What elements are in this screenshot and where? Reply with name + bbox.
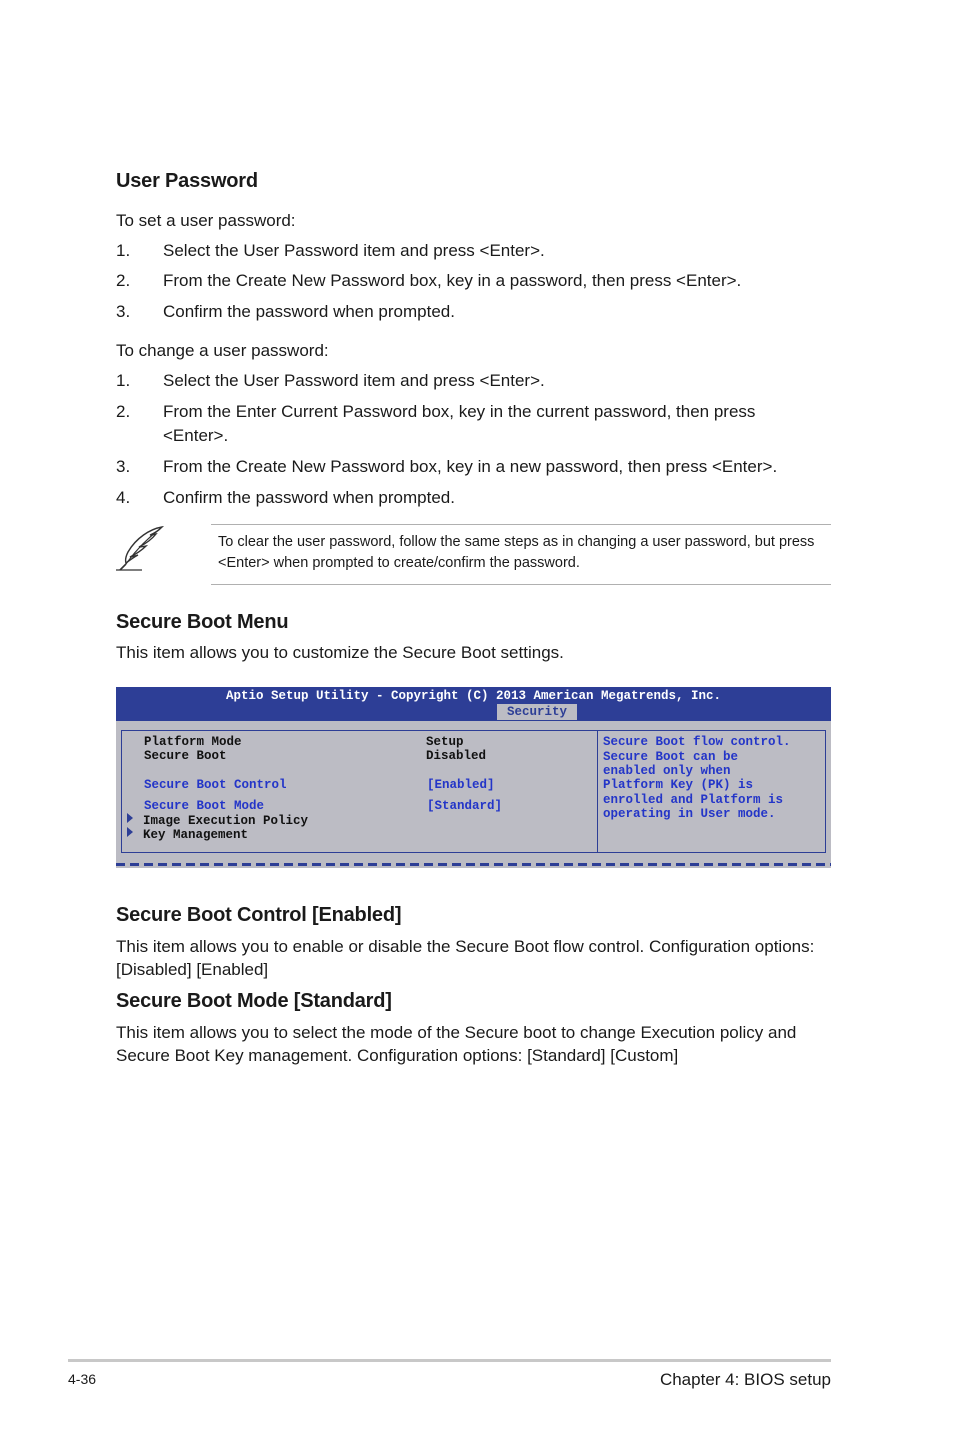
- feather-pen-icon: [114, 524, 166, 572]
- note-text: To clear the user password, follow the same steps as in changing a user password, but press <Enter> when prompted to create/confirm the password.: [218, 534, 815, 571]
- bios-item-secure-boot-mode[interactable]: Secure Boot Mode: [144, 799, 265, 813]
- submenu-arrow-icon: [127, 813, 133, 823]
- bios-item-secure-boot-control[interactable]: Secure Boot Control: [144, 778, 287, 792]
- note-bottom-rule: [211, 584, 831, 585]
- secure-boot-mode-description-line: This item allows you to select the mode of the Secure boot to change Execution policy and: [116, 1023, 797, 1042]
- change-password-intro: To change a user password:: [116, 341, 329, 360]
- step-text: Select the User Password item and press <Enter>.: [163, 371, 545, 390]
- section-heading-user-password: User Password: [116, 170, 258, 192]
- submenu-arrow-icon: [127, 827, 133, 837]
- bios-value-platform-mode: Setup: [426, 735, 464, 749]
- bios-help-line: Secure Boot can be: [603, 750, 739, 764]
- step-text: From the Enter Current Password box, key in the current password, then press <Enter>.: [163, 402, 756, 445]
- bios-label-platform-mode: Platform Mode: [144, 735, 242, 749]
- bios-label-secure-boot: Secure Boot: [144, 749, 227, 763]
- bios-help-line: enrolled and Platform is: [603, 793, 784, 807]
- bios-value-secure-boot-mode[interactable]: [Standard]: [427, 799, 503, 813]
- bios-screen: [116, 687, 831, 868]
- bios-value-secure-boot: Disabled: [426, 749, 487, 763]
- secure-boot-menu-description: This item allows you to customize the Secure Boot settings.: [116, 643, 564, 662]
- section-heading-secure-boot-menu: Secure Boot Menu: [116, 611, 289, 633]
- step-text: Select the User Password item and press <Enter>.: [163, 241, 545, 260]
- step-number: 1.: [116, 241, 131, 260]
- note-top-rule: [211, 524, 831, 525]
- step-number: 3.: [116, 302, 131, 321]
- step-text: From the Create New Password box, key in a password, then press <Enter>.: [163, 271, 742, 290]
- step-number: 3.: [116, 457, 131, 476]
- step-text: Confirm the password when prompted.: [163, 488, 455, 507]
- bios-submenu-image-execution-policy[interactable]: Image Execution Policy: [143, 814, 309, 828]
- footer-rule: [68, 1359, 831, 1362]
- section-heading-secure-boot-mode: Secure Boot Mode [Standard]: [116, 990, 392, 1012]
- step-text: Confirm the password when prompted.: [163, 302, 455, 321]
- bios-header: [116, 687, 831, 721]
- tab-security[interactable]: Security: [497, 704, 577, 720]
- bios-panel-divider: [597, 730, 598, 853]
- step-number: 1.: [116, 371, 131, 390]
- bios-help-line: enabled only when: [603, 764, 731, 778]
- bios-value-secure-boot-control[interactable]: [Enabled]: [427, 778, 495, 792]
- page-number: 4-36: [68, 1371, 97, 1387]
- bios-title: Aptio Setup Utility - Copyright (C) 2013 American Megatrends, Inc.: [225, 689, 722, 703]
- set-password-intro: To set a user password:: [116, 211, 296, 230]
- step-number: 2.: [116, 402, 131, 421]
- bios-help-line: Platform Key (PK) is: [603, 778, 754, 792]
- secure-boot-control-description-line: This item allows you to enable or disable the Secure Boot flow control. Configuration options:: [116, 937, 815, 956]
- bios-help-line: Secure Boot flow control.: [603, 735, 791, 749]
- section-heading-secure-boot-control: Secure Boot Control [Enabled]: [116, 904, 402, 926]
- bios-bottom-dashed-border: [116, 863, 831, 866]
- bios-submenu-key-management[interactable]: Key Management: [143, 828, 249, 842]
- step-number: 4.: [116, 488, 131, 507]
- secure-boot-control-description-line: [Disabled] [Enabled]: [116, 960, 269, 979]
- chapter-title: Chapter 4: BIOS setup: [659, 1370, 831, 1389]
- step-text: From the Create New Password box, key in a new password, then press <Enter>.: [163, 457, 778, 476]
- bios-help-line: operating in User mode.: [603, 807, 776, 821]
- step-number: 2.: [116, 271, 131, 290]
- secure-boot-mode-description-line: Secure Boot Key management. Configuration options: [Standard] [Custom]: [116, 1046, 679, 1065]
